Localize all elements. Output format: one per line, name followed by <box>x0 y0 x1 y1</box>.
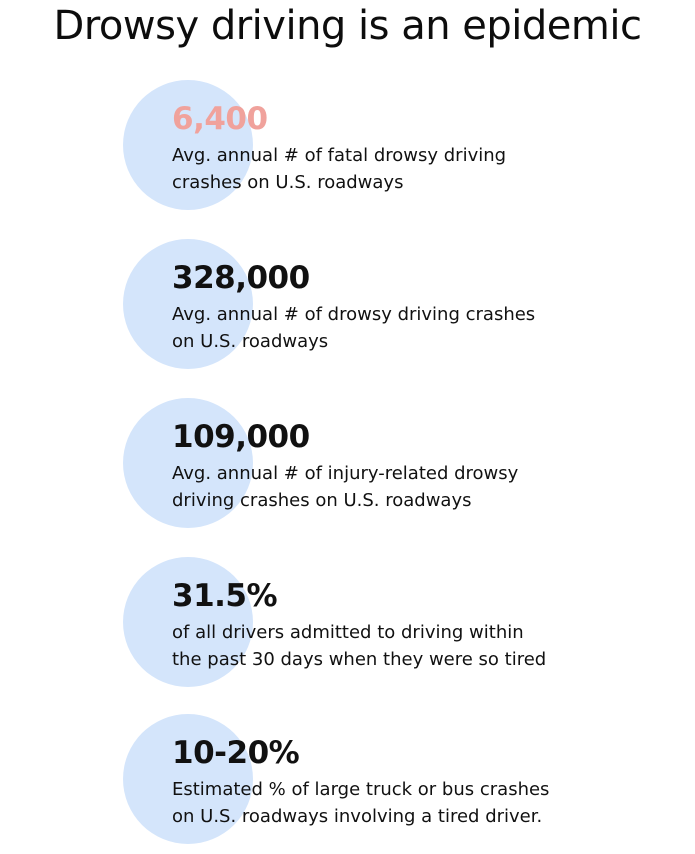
stat-description <box>172 619 682 673</box>
stat-description <box>172 460 682 514</box>
stat-injury-crashes <box>0 398 695 538</box>
stat-description-line: of all drivers admitted to driving within <box>172 622 524 643</box>
stat-value: 10-20% <box>172 735 300 771</box>
page-title: Drowsy driving is an epidemic <box>53 3 642 49</box>
stat-truck-bus-crashes <box>0 714 695 854</box>
stat-fatal-crashes <box>0 80 695 220</box>
stat-description <box>172 776 682 830</box>
stat-description <box>172 142 682 196</box>
stat-description-line: the past 30 days when they were so tired <box>172 649 547 670</box>
stat-total-crashes <box>0 239 695 379</box>
stat-value: 328,000 <box>172 260 310 296</box>
stat-drivers-admitted <box>0 557 695 697</box>
stat-description-line: crashes on U.S. roadways <box>172 172 404 193</box>
stat-description-line: Avg. annual # of injury-related drowsy <box>172 463 519 484</box>
stat-value: 6,400 <box>172 101 268 137</box>
stat-description-line: Estimated % of large truck or bus crashes <box>172 779 550 800</box>
stat-description-line: Avg. annual # of drowsy driving crashes <box>172 304 536 325</box>
stat-description-line: driving crashes on U.S. roadways <box>172 490 472 511</box>
stat-description-line: Avg. annual # of fatal drowsy driving <box>172 145 507 166</box>
stat-description <box>172 301 682 355</box>
stat-value: 109,000 <box>172 419 310 455</box>
stat-description-line: on U.S. roadways involving a tired driver. <box>172 806 543 827</box>
stat-value: 31.5% <box>172 578 278 614</box>
stat-description-line: on U.S. roadways <box>172 331 329 352</box>
